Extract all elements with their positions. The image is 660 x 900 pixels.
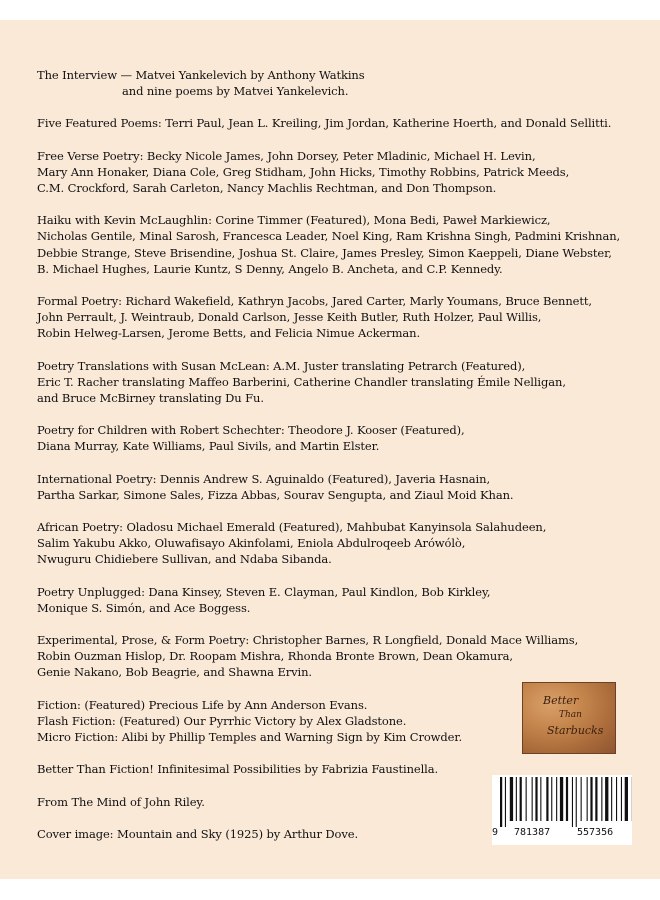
logo-text-than: Than xyxy=(559,710,582,720)
contents-line: Five Featured Poems: Terri Paul, Jean L. Kreiling, Jim Jordan, Katherine Hoerth, and Donald Sellitti. xyxy=(37,116,612,131)
contents-line: Partha Sarkar, Simone Sales, Fizza Abbas, Sourav Sengupta, and Ziaul Moid Khan. xyxy=(37,487,514,502)
back-cover xyxy=(0,20,660,879)
better-than-starbucks-logo xyxy=(522,682,616,754)
contents-line: Poetry Unplugged: Dana Kinsey, Steven E. Clayman, Paul Kindlon, Bob Kirkley, xyxy=(37,584,491,599)
contents-line: Haiku with Kevin McLaughlin: Corine Timmer (Featured), Mona Bedi, Paweł Markiewicz, xyxy=(37,213,551,228)
contents-line: Fiction: (Featured) Precious Life by Ann Anderson Evans. xyxy=(37,697,368,712)
contents-line: Robin Helweg-Larsen, Jerome Betts, and Felicia Nimue Ackerman. xyxy=(37,326,420,341)
barcode-group-1: 781387 xyxy=(514,827,551,838)
contents-entry xyxy=(37,471,637,503)
contents-line: Formal Poetry: Richard Wakefield, Kathryn Jacobs, Jared Carter, Marly Youmans, Bruce Bennett, xyxy=(37,294,592,309)
contents-line: Nicholas Gentile, Minal Sarosh, Francesca Leader, Noel King, Ram Krishna Singh, Padmini Krishnan, xyxy=(37,229,621,244)
contents-line: Flash Fiction: (Featured) Our Pyrrhic Victory by Alex Gladstone. xyxy=(37,713,407,728)
contents-line: Better Than Fiction! Infinitesimal Possibilities by Fabrizia Faustinella. xyxy=(37,762,439,777)
contents-line: From The Mind of John Riley. xyxy=(37,794,205,809)
contents-line: The Interview — Matvei Yankelevich by Anthony Watkins xyxy=(37,68,365,82)
barcode-lead-digit: 9 xyxy=(492,827,499,838)
contents-entry xyxy=(37,148,637,197)
contents-entry xyxy=(37,358,637,407)
contents-line: Debbie Strange, Steve Brisendine, Joshua St. Claire, James Presley, Simon Kaeppeli, Diane Webster, xyxy=(37,245,612,260)
contents-line: African Poetry: Oladosu Michael Emerald (Featured), Mahbubat Kanyinsola Salahudeen, xyxy=(37,520,547,535)
contents-line: Mary Ann Honaker, Diana Cole, Greg Stidham, John Hicks, Timothy Robbins, Patrick Meeds, xyxy=(37,164,570,179)
contents-entry xyxy=(37,293,637,342)
contents-entry xyxy=(37,584,637,616)
contents-entry xyxy=(37,212,637,277)
contents-entry xyxy=(37,519,637,568)
contents-line: C.M. Crockford, Sarah Carleton, Nancy Machlis Rechtman, and Don Thompson. xyxy=(37,181,497,196)
isbn-barcode xyxy=(492,775,632,845)
contents-line: Poetry for Children with Robert Schechter: Theodore J. Kooser (Featured), xyxy=(37,423,465,438)
contents-line: John Perrault, J. Weintraub, Donald Carlson, Jesse Keith Butler, Ruth Holzer, Paul Willis, xyxy=(37,310,542,325)
contents-line: Monique S. Simón, and Ace Boggess. xyxy=(37,600,251,615)
contents-line: Diana Murray, Kate Williams, Paul Sivils, and Martin Elster. xyxy=(37,439,380,454)
contents-line: Experimental, Prose, & Form Poetry: Christopher Barnes, R Longfield, Donald Mace Williams, xyxy=(37,633,579,648)
contents-entry xyxy=(37,632,637,681)
contents-line: Genie Nakano, Bob Beagrie, and Shawna Ervin. xyxy=(37,665,312,680)
contents-line: Robin Ouzman Hislop, Dr. Roopam Mishra, Rhonda Bronte Brown, Dean Okamura, xyxy=(37,649,513,664)
contents-line: and Bruce McBirney translating Du Fu. xyxy=(37,391,264,406)
contents-line: Eric T. Racher translating Maffeo Barberini, Catherine Chandler translating Émile Nelligan, xyxy=(37,374,566,389)
contents-line: Cover image: Mountain and Sky (1925) by Arthur Dove. xyxy=(37,826,359,841)
contents-entry xyxy=(37,115,637,131)
contents-entry xyxy=(37,67,637,99)
contents-entry xyxy=(37,422,637,454)
contents-line: Micro Fiction: Alibi by Phillip Temples and Warning Sign by Kim Crowder. xyxy=(37,730,463,745)
contents-line: International Poetry: Dennis Andrew S. Aguinaldo (Featured), Javeria Hasnain, xyxy=(37,471,490,486)
barcode-bars xyxy=(492,775,632,827)
logo-text-better: Better xyxy=(543,694,579,707)
logo-text-starbucks: Starbucks xyxy=(547,724,604,737)
contents-line: B. Michael Hughes, Laurie Kuntz, S Denny, Angelo B. Ancheta, and C.P. Kennedy. xyxy=(37,261,503,276)
contents-line: Salim Yakubu Akko, Oluwafisayo Akinfolami, Eniola Abdulroqeeb Arówólò, xyxy=(37,536,466,551)
contents-line: Poetry Translations with Susan McLean: A.M. Juster translating Petrarch (Featured), xyxy=(37,358,526,373)
contents-line: Nwuguru Chidiebere Sullivan, and Ndaba Sibanda. xyxy=(37,552,332,567)
contents-line: Free Verse Poetry: Becky Nicole James, John Dorsey, Peter Mladinic, Michael H. Levin, xyxy=(37,148,536,163)
contents-line: and nine poems by Matvei Yankelevich. xyxy=(122,84,349,99)
barcode-group-2: 557356 xyxy=(577,827,614,838)
